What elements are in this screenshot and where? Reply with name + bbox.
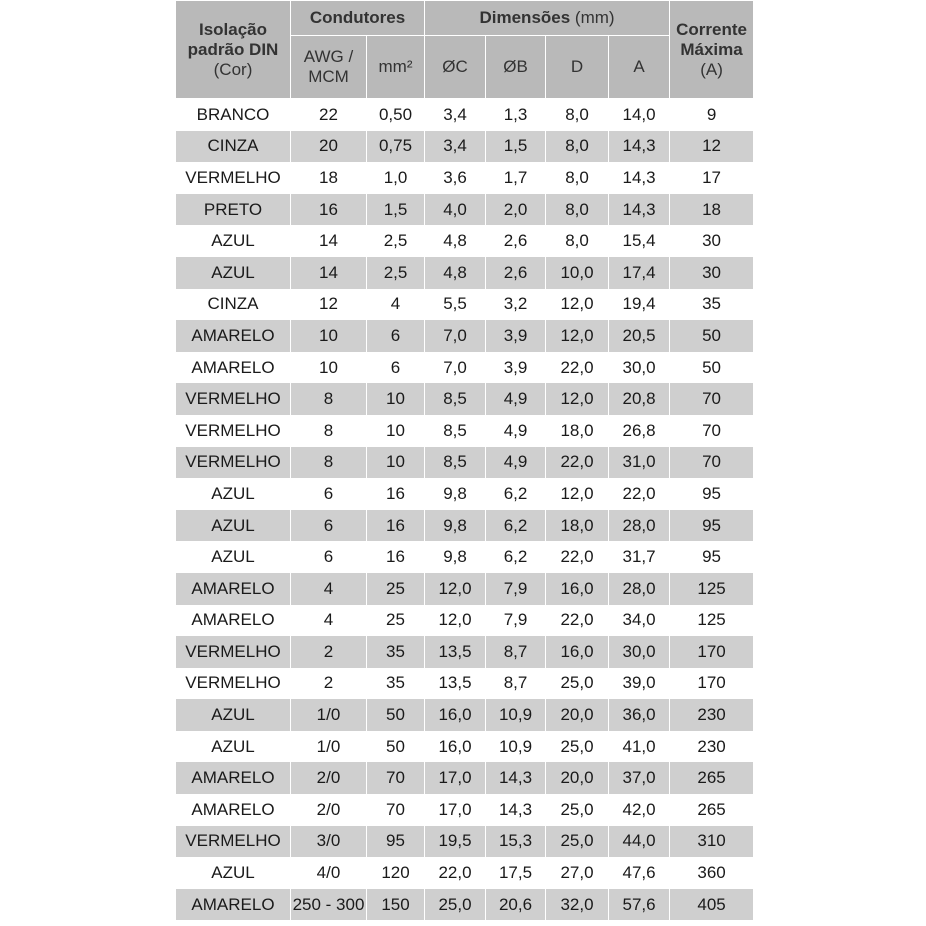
header-condutores: Condutores bbox=[291, 1, 425, 36]
cell-oc: 13,5 bbox=[425, 668, 486, 700]
cell-ob: 17,5 bbox=[486, 857, 546, 889]
cell-cor: AMARELO bbox=[176, 605, 291, 637]
cell-cor: VERMELHO bbox=[176, 826, 291, 858]
cell-mm2: 16 bbox=[367, 541, 425, 573]
table-row bbox=[176, 320, 754, 352]
cell-corrente: 18 bbox=[670, 194, 754, 226]
cell-cor: CINZA bbox=[176, 131, 291, 163]
table-row bbox=[176, 857, 754, 889]
cell-corrente: 12 bbox=[670, 131, 754, 163]
table-row bbox=[176, 99, 754, 131]
cell-mm2: 50 bbox=[367, 699, 425, 731]
cell-oc: 13,5 bbox=[425, 636, 486, 668]
cell-d: 22,0 bbox=[546, 352, 609, 384]
cell-awg: 14 bbox=[291, 225, 367, 257]
cell-awg: 6 bbox=[291, 541, 367, 573]
cell-corrente: 125 bbox=[670, 573, 754, 605]
cell-awg: 8 bbox=[291, 415, 367, 447]
cell-a: 44,0 bbox=[609, 826, 670, 858]
cell-oc: 12,0 bbox=[425, 573, 486, 605]
cell-a: 28,0 bbox=[609, 573, 670, 605]
cell-corrente: 170 bbox=[670, 668, 754, 700]
cell-oc: 4,0 bbox=[425, 194, 486, 226]
cell-ob: 6,2 bbox=[486, 510, 546, 542]
cell-a: 42,0 bbox=[609, 794, 670, 826]
cell-corrente: 170 bbox=[670, 636, 754, 668]
cell-d: 12,0 bbox=[546, 383, 609, 415]
cell-corrente: 125 bbox=[670, 605, 754, 637]
cell-cor: AZUL bbox=[176, 699, 291, 731]
cell-awg: 1/0 bbox=[291, 731, 367, 763]
table-row bbox=[176, 889, 754, 921]
table-row bbox=[176, 289, 754, 321]
cell-d: 27,0 bbox=[546, 857, 609, 889]
cell-oc: 22,0 bbox=[425, 857, 486, 889]
terminal-spec-table bbox=[175, 0, 754, 920]
cell-d: 8,0 bbox=[546, 162, 609, 194]
cell-oc: 9,8 bbox=[425, 478, 486, 510]
cell-awg: 6 bbox=[291, 478, 367, 510]
cell-awg: 4/0 bbox=[291, 857, 367, 889]
cell-mm2: 10 bbox=[367, 383, 425, 415]
cell-ob: 1,5 bbox=[486, 131, 546, 163]
cell-mm2: 120 bbox=[367, 857, 425, 889]
header-dimensoes: Dimensões (mm) bbox=[425, 1, 670, 36]
cell-corrente: 95 bbox=[670, 541, 754, 573]
cell-cor: AMARELO bbox=[176, 889, 291, 921]
cell-corrente: 30 bbox=[670, 225, 754, 257]
cell-d: 22,0 bbox=[546, 447, 609, 479]
cell-corrente: 30 bbox=[670, 257, 754, 289]
cell-ob: 10,9 bbox=[486, 731, 546, 763]
cell-ob: 3,9 bbox=[486, 352, 546, 384]
cell-cor: AZUL bbox=[176, 225, 291, 257]
cell-oc: 16,0 bbox=[425, 699, 486, 731]
table-row bbox=[176, 541, 754, 573]
cell-oc: 3,6 bbox=[425, 162, 486, 194]
cell-corrente: 50 bbox=[670, 352, 754, 384]
cell-ob: 2,0 bbox=[486, 194, 546, 226]
cell-a: 41,0 bbox=[609, 731, 670, 763]
header-oc: ØC bbox=[425, 36, 486, 99]
cell-cor: AMARELO bbox=[176, 762, 291, 794]
cell-d: 8,0 bbox=[546, 131, 609, 163]
cell-oc: 17,0 bbox=[425, 762, 486, 794]
cell-ob: 1,7 bbox=[486, 162, 546, 194]
cell-oc: 3,4 bbox=[425, 131, 486, 163]
cell-corrente: 35 bbox=[670, 289, 754, 321]
cell-a: 34,0 bbox=[609, 605, 670, 637]
cell-corrente: 70 bbox=[670, 447, 754, 479]
cell-ob: 2,6 bbox=[486, 225, 546, 257]
cell-awg: 1/0 bbox=[291, 699, 367, 731]
cell-mm2: 1,0 bbox=[367, 162, 425, 194]
header-mm2: mm² bbox=[367, 36, 425, 99]
cell-cor: AZUL bbox=[176, 731, 291, 763]
cell-awg: 16 bbox=[291, 194, 367, 226]
cell-a: 26,8 bbox=[609, 415, 670, 447]
cell-awg: 22 bbox=[291, 99, 367, 131]
cell-ob: 8,7 bbox=[486, 636, 546, 668]
cell-d: 22,0 bbox=[546, 605, 609, 637]
cell-awg: 2/0 bbox=[291, 762, 367, 794]
table-row bbox=[176, 131, 754, 163]
cell-cor: VERMELHO bbox=[176, 383, 291, 415]
cell-d: 8,0 bbox=[546, 99, 609, 131]
cell-mm2: 2,5 bbox=[367, 257, 425, 289]
cell-ob: 8,7 bbox=[486, 668, 546, 700]
cell-oc: 12,0 bbox=[425, 605, 486, 637]
cell-a: 20,8 bbox=[609, 383, 670, 415]
cell-oc: 25,0 bbox=[425, 889, 486, 921]
table-row bbox=[176, 731, 754, 763]
cell-mm2: 6 bbox=[367, 352, 425, 384]
cell-awg: 12 bbox=[291, 289, 367, 321]
header-d: D bbox=[546, 36, 609, 99]
table-row bbox=[176, 478, 754, 510]
cell-cor: AMARELO bbox=[176, 794, 291, 826]
cell-mm2: 25 bbox=[367, 605, 425, 637]
cell-a: 14,0 bbox=[609, 99, 670, 131]
cell-awg: 14 bbox=[291, 257, 367, 289]
cell-mm2: 16 bbox=[367, 510, 425, 542]
cell-ob: 1,3 bbox=[486, 99, 546, 131]
cell-ob: 10,9 bbox=[486, 699, 546, 731]
cell-ob: 6,2 bbox=[486, 478, 546, 510]
cell-d: 25,0 bbox=[546, 668, 609, 700]
cell-d: 10,0 bbox=[546, 257, 609, 289]
table-row bbox=[176, 794, 754, 826]
table-body bbox=[176, 99, 754, 921]
table-row bbox=[176, 447, 754, 479]
cell-ob: 14,3 bbox=[486, 762, 546, 794]
cell-awg: 2 bbox=[291, 636, 367, 668]
table-row bbox=[176, 257, 754, 289]
cell-corrente: 9 bbox=[670, 99, 754, 131]
cell-a: 14,3 bbox=[609, 131, 670, 163]
cell-cor: VERMELHO bbox=[176, 447, 291, 479]
cell-a: 14,3 bbox=[609, 194, 670, 226]
cell-ob: 7,9 bbox=[486, 573, 546, 605]
cell-a: 36,0 bbox=[609, 699, 670, 731]
cell-d: 12,0 bbox=[546, 289, 609, 321]
cell-oc: 4,8 bbox=[425, 225, 486, 257]
table-row bbox=[176, 636, 754, 668]
cell-d: 25,0 bbox=[546, 731, 609, 763]
cell-a: 47,6 bbox=[609, 857, 670, 889]
cell-mm2: 10 bbox=[367, 447, 425, 479]
cell-d: 20,0 bbox=[546, 699, 609, 731]
cell-a: 39,0 bbox=[609, 668, 670, 700]
cell-awg: 2 bbox=[291, 668, 367, 700]
cell-corrente: 360 bbox=[670, 857, 754, 889]
cell-corrente: 50 bbox=[670, 320, 754, 352]
cell-cor: AZUL bbox=[176, 257, 291, 289]
header-a: A bbox=[609, 36, 670, 99]
cell-awg: 8 bbox=[291, 383, 367, 415]
cell-oc: 19,5 bbox=[425, 826, 486, 858]
cell-corrente: 70 bbox=[670, 383, 754, 415]
table-row bbox=[176, 225, 754, 257]
cell-a: 17,4 bbox=[609, 257, 670, 289]
cell-oc: 8,5 bbox=[425, 415, 486, 447]
cell-cor: AZUL bbox=[176, 857, 291, 889]
cell-ob: 3,9 bbox=[486, 320, 546, 352]
cell-cor: VERMELHO bbox=[176, 636, 291, 668]
cell-cor: AZUL bbox=[176, 510, 291, 542]
cell-a: 31,0 bbox=[609, 447, 670, 479]
cell-corrente: 95 bbox=[670, 510, 754, 542]
table-row bbox=[176, 352, 754, 384]
table-row bbox=[176, 510, 754, 542]
cell-corrente: 405 bbox=[670, 889, 754, 921]
cell-d: 22,0 bbox=[546, 541, 609, 573]
cell-oc: 3,4 bbox=[425, 99, 486, 131]
cell-a: 37,0 bbox=[609, 762, 670, 794]
cell-awg: 3/0 bbox=[291, 826, 367, 858]
cell-d: 8,0 bbox=[546, 194, 609, 226]
header-isolacao: Isolação padrão DIN (Cor) bbox=[176, 1, 291, 99]
cell-cor: AMARELO bbox=[176, 320, 291, 352]
cell-corrente: 95 bbox=[670, 478, 754, 510]
cell-corrente: 230 bbox=[670, 731, 754, 763]
cell-d: 12,0 bbox=[546, 320, 609, 352]
cell-oc: 9,8 bbox=[425, 541, 486, 573]
cell-a: 28,0 bbox=[609, 510, 670, 542]
cell-mm2: 25 bbox=[367, 573, 425, 605]
cell-ob: 4,9 bbox=[486, 447, 546, 479]
cell-awg: 6 bbox=[291, 510, 367, 542]
cell-mm2: 16 bbox=[367, 478, 425, 510]
header-ob: ØB bbox=[486, 36, 546, 99]
cell-cor: VERMELHO bbox=[176, 668, 291, 700]
cell-mm2: 0,50 bbox=[367, 99, 425, 131]
cell-a: 31,7 bbox=[609, 541, 670, 573]
cell-awg: 4 bbox=[291, 605, 367, 637]
cell-awg: 2/0 bbox=[291, 794, 367, 826]
cell-ob: 6,2 bbox=[486, 541, 546, 573]
cell-mm2: 95 bbox=[367, 826, 425, 858]
cell-a: 30,0 bbox=[609, 352, 670, 384]
cell-oc: 9,8 bbox=[425, 510, 486, 542]
table-row bbox=[176, 194, 754, 226]
cell-mm2: 35 bbox=[367, 636, 425, 668]
table-row bbox=[176, 762, 754, 794]
cell-awg: 10 bbox=[291, 352, 367, 384]
cell-ob: 4,9 bbox=[486, 383, 546, 415]
cell-oc: 5,5 bbox=[425, 289, 486, 321]
cell-mm2: 70 bbox=[367, 762, 425, 794]
cell-mm2: 70 bbox=[367, 794, 425, 826]
cell-mm2: 0,75 bbox=[367, 131, 425, 163]
cell-oc: 16,0 bbox=[425, 731, 486, 763]
cell-d: 25,0 bbox=[546, 794, 609, 826]
cell-mm2: 4 bbox=[367, 289, 425, 321]
cell-a: 57,6 bbox=[609, 889, 670, 921]
cell-mm2: 1,5 bbox=[367, 194, 425, 226]
table-row bbox=[176, 162, 754, 194]
table-row bbox=[176, 668, 754, 700]
cell-awg: 10 bbox=[291, 320, 367, 352]
cell-d: 18,0 bbox=[546, 510, 609, 542]
cell-oc: 7,0 bbox=[425, 352, 486, 384]
cell-mm2: 10 bbox=[367, 415, 425, 447]
cell-cor: PRETO bbox=[176, 194, 291, 226]
cell-ob: 20,6 bbox=[486, 889, 546, 921]
cell-cor: CINZA bbox=[176, 289, 291, 321]
table-row bbox=[176, 826, 754, 858]
cell-a: 20,5 bbox=[609, 320, 670, 352]
cell-cor: AMARELO bbox=[176, 352, 291, 384]
cell-cor: BRANCO bbox=[176, 99, 291, 131]
cell-awg: 20 bbox=[291, 131, 367, 163]
cell-a: 15,4 bbox=[609, 225, 670, 257]
cell-mm2: 150 bbox=[367, 889, 425, 921]
cell-awg: 18 bbox=[291, 162, 367, 194]
cell-oc: 7,0 bbox=[425, 320, 486, 352]
table-row bbox=[176, 699, 754, 731]
cell-cor: AZUL bbox=[176, 478, 291, 510]
cell-corrente: 70 bbox=[670, 415, 754, 447]
cell-oc: 17,0 bbox=[425, 794, 486, 826]
cell-ob: 3,2 bbox=[486, 289, 546, 321]
cell-awg: 4 bbox=[291, 573, 367, 605]
header-awg-mcm: AWG / MCM bbox=[291, 36, 367, 99]
cell-d: 25,0 bbox=[546, 826, 609, 858]
cell-awg: 8 bbox=[291, 447, 367, 479]
cell-d: 32,0 bbox=[546, 889, 609, 921]
table-row bbox=[176, 573, 754, 605]
cell-oc: 8,5 bbox=[425, 383, 486, 415]
cell-corrente: 310 bbox=[670, 826, 754, 858]
cell-oc: 4,8 bbox=[425, 257, 486, 289]
table-row bbox=[176, 383, 754, 415]
cell-ob: 4,9 bbox=[486, 415, 546, 447]
cell-ob: 15,3 bbox=[486, 826, 546, 858]
cell-d: 18,0 bbox=[546, 415, 609, 447]
table-row bbox=[176, 415, 754, 447]
cell-cor: VERMELHO bbox=[176, 415, 291, 447]
cell-corrente: 265 bbox=[670, 794, 754, 826]
cell-corrente: 265 bbox=[670, 762, 754, 794]
cell-mm2: 35 bbox=[367, 668, 425, 700]
cell-d: 12,0 bbox=[546, 478, 609, 510]
cell-mm2: 6 bbox=[367, 320, 425, 352]
cell-a: 19,4 bbox=[609, 289, 670, 321]
cell-d: 8,0 bbox=[546, 225, 609, 257]
cell-mm2: 2,5 bbox=[367, 225, 425, 257]
header-corrente-maxima: Corrente Máxima (A) bbox=[670, 1, 754, 99]
cell-d: 16,0 bbox=[546, 636, 609, 668]
cell-ob: 2,6 bbox=[486, 257, 546, 289]
cell-corrente: 17 bbox=[670, 162, 754, 194]
table-row bbox=[176, 605, 754, 637]
cell-cor: AMARELO bbox=[176, 573, 291, 605]
cell-d: 16,0 bbox=[546, 573, 609, 605]
cell-oc: 8,5 bbox=[425, 447, 486, 479]
cell-corrente: 230 bbox=[670, 699, 754, 731]
cell-cor: AZUL bbox=[176, 541, 291, 573]
cell-ob: 7,9 bbox=[486, 605, 546, 637]
cell-d: 20,0 bbox=[546, 762, 609, 794]
cell-a: 22,0 bbox=[609, 478, 670, 510]
cell-mm2: 50 bbox=[367, 731, 425, 763]
table-header bbox=[176, 1, 754, 99]
cell-cor: VERMELHO bbox=[176, 162, 291, 194]
cell-a: 14,3 bbox=[609, 162, 670, 194]
cell-ob: 14,3 bbox=[486, 794, 546, 826]
cell-a: 30,0 bbox=[609, 636, 670, 668]
cell-awg: 250 - 300 bbox=[291, 889, 367, 921]
